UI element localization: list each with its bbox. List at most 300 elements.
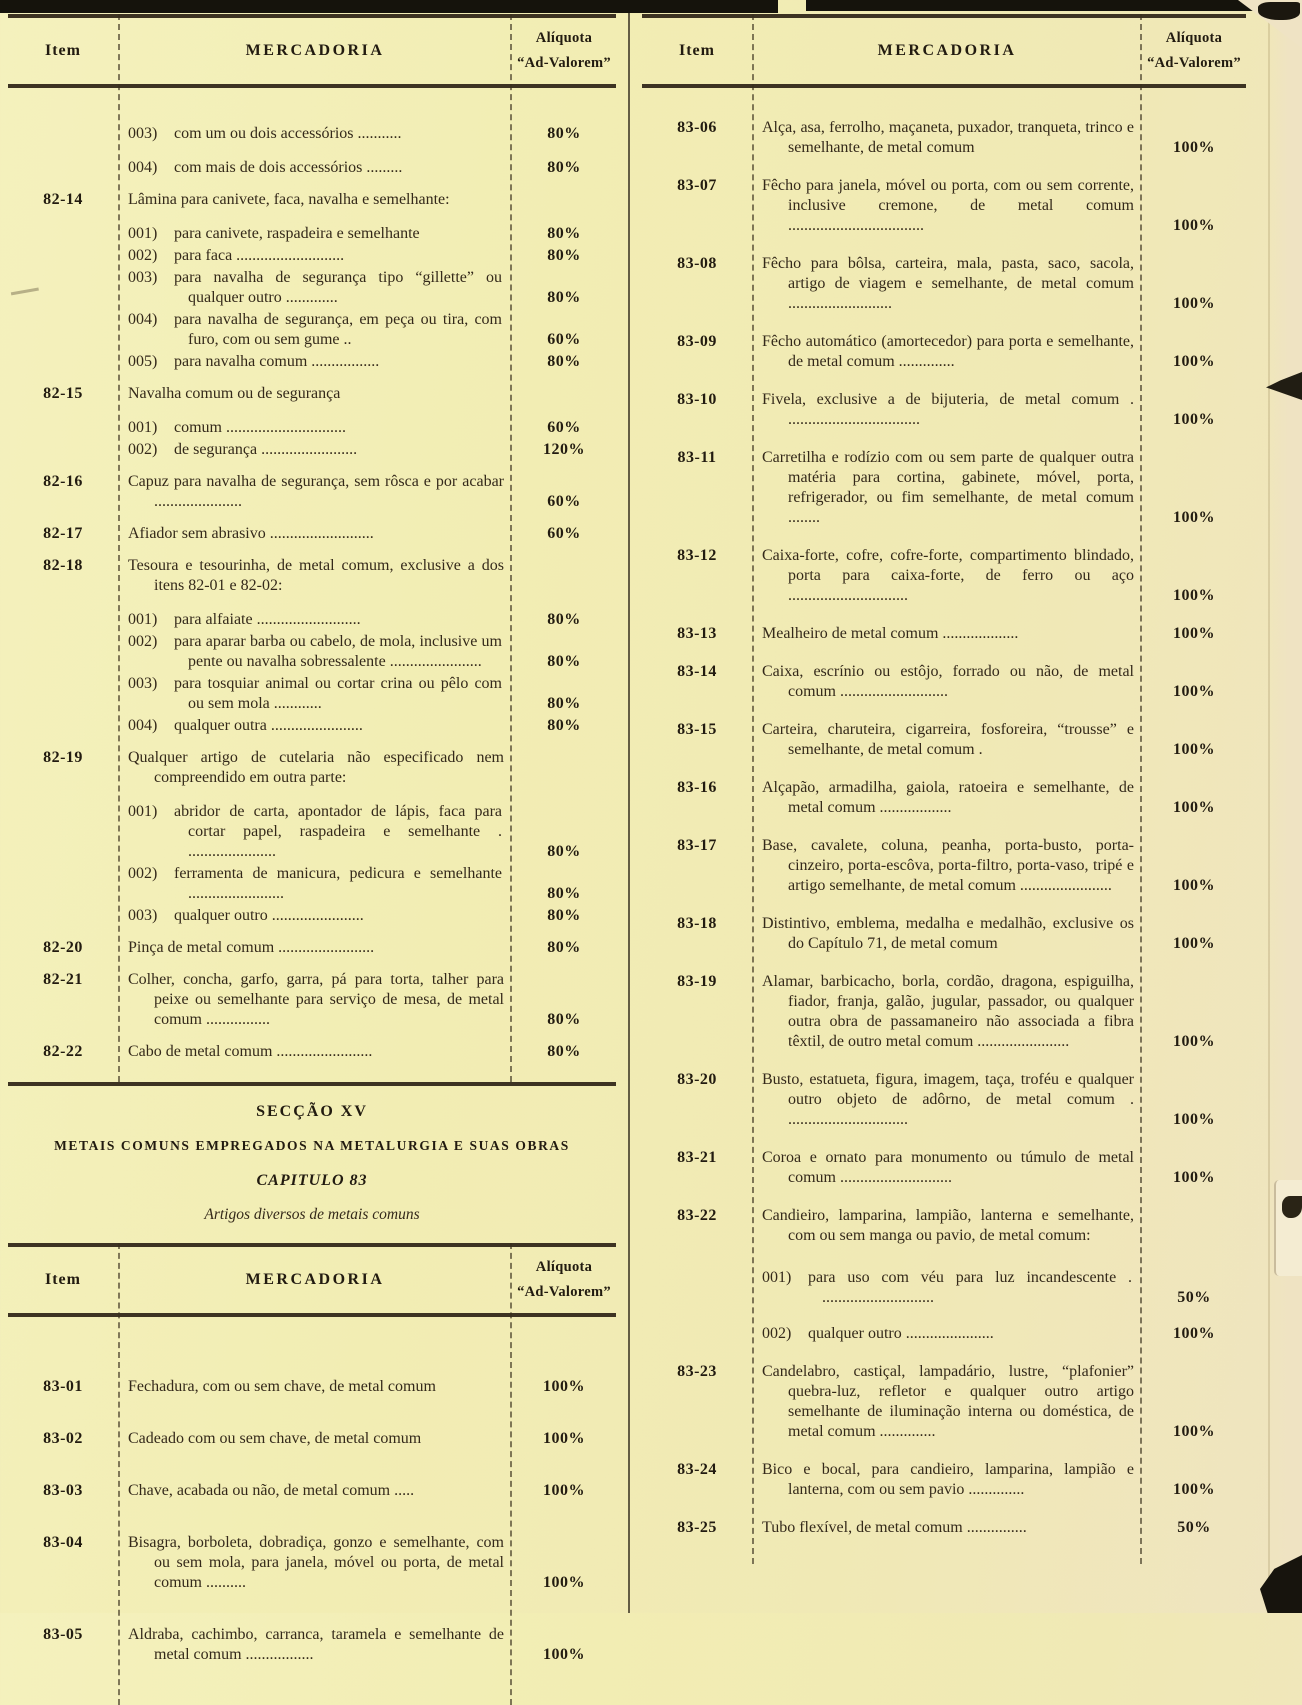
tariff-table-83-right [642,14,1246,1564]
subitem-description: de segurança ........................ [174,441,358,458]
table-subrow [8,124,616,144]
subitem-description: com mais de dois accessórios ......... [174,159,403,176]
subitem-code: 001) [762,1269,792,1286]
item-rate: 100% [1173,625,1215,642]
item-number: 83-19 [677,973,717,990]
subitem-description: para canivete, raspadeira e semelhante [174,225,420,242]
item-description-cell [118,1042,512,1062]
item-description: Afiador sem abrasivo .......................... [128,525,374,542]
item-description-cell [118,970,512,1030]
table-row [642,254,1246,314]
header-mercadoria: MERCADORIA [245,1271,385,1288]
table-row [8,158,616,178]
item-number: 82-21 [43,971,83,988]
table-body [8,1317,616,1705]
page-crease-line [1268,0,1270,1613]
subitem-code: 001) [128,803,158,820]
table-row [8,1042,616,1062]
item-number: 83-06 [677,119,717,136]
item-description: Bisagra, borboleta, dobradiça, gonzo e semelhante, com ou sem mola, para janela, móvel ou porta, de metal comum .......... [128,1534,504,1591]
item-number-spacer [8,418,118,438]
item-description-cell [752,1518,1142,1538]
item-number: 82-22 [43,1043,83,1060]
item-rate: 100% [543,1482,585,1499]
item-description: Candelabro, castiçal, lampadário, lustre, “plafonier” quebra-luz, refletor e qualquer outro artigo semelhante de iluminação interna ou doméstica, de metal comum .............. [762,1363,1134,1440]
header-aliquota [512,1255,616,1305]
item-description-cell [118,556,512,596]
item-rate: 100% [1173,353,1215,370]
table-subrow [8,716,616,736]
item-line [8,1042,616,1062]
item-description-cell [118,1377,512,1397]
table-header [8,1243,616,1317]
item-number: 83-15 [677,721,717,738]
table-subrow [8,864,616,904]
table-body [8,88,616,1082]
table-row [642,1070,1246,1130]
item-rate: 100% [1173,683,1215,700]
table-row [642,720,1246,760]
item-rate: 120% [543,441,585,458]
item-line [642,972,1246,1052]
item-description-cell [118,384,512,404]
item-description-cell [752,448,1142,528]
item-number: 83-03 [43,1482,83,1499]
item-line [8,472,616,512]
table-row [642,390,1246,430]
item-description-cell [752,1362,1142,1442]
subitem-cell [118,268,512,308]
item-rate: 50% [1177,1519,1211,1536]
table-row [8,938,616,958]
item-number-spacer [8,632,118,672]
item-number: 83-16 [677,779,717,796]
item-number: 83-01 [43,1378,83,1395]
item-number: 83-23 [677,1363,717,1380]
item-line [642,546,1246,606]
item-description: Caixa-forte, cofre, cofre-forte, compartimento blindado, porta para caixa-forte, de ferro ou aço .............................. [762,547,1134,604]
item-description: Capuz para navalha de segurança, sem rôsca e por acabar ...................... [128,473,504,510]
subitem-list [8,610,616,736]
subitem-description: qualquer outra ....................... [174,717,363,734]
item-description-cell [118,1481,512,1501]
subitem-list [8,158,616,178]
item-number: 83-24 [677,1461,717,1478]
item-line [8,1481,616,1501]
table-body [642,88,1246,1564]
item-description: Fivela, exclusive a de bijuteria, de metal comum . ................................. [762,391,1134,428]
item-number: 83-11 [677,449,717,466]
item-description-cell [752,624,1142,644]
item-rate: 100% [1173,1169,1215,1186]
scan-edge-top-left [0,0,778,13]
item-description-cell [118,1429,512,1449]
subitem-code: 001) [128,419,158,436]
center-column-rule [628,10,630,1613]
column-divider [1140,14,1142,1564]
item-line [642,624,1246,644]
item-rate: 100% [1173,1481,1215,1498]
item-description: Busto, estatueta, figura, imagem, taça, troféu e qualquer outro objeto de adôrno, de metal comum . .............................. [762,1071,1134,1128]
subitem-list [8,224,616,372]
table-subrow [8,440,616,460]
header-item: Item [45,1271,81,1288]
table-row [642,914,1246,954]
item-rate: 80% [547,125,581,142]
item-rate: 100% [1173,295,1215,312]
ink-blot-tape [1282,1196,1302,1218]
subitem-description: para navalha de segurança, em peça ou tira, com furo, com ou sem gume .. [174,311,502,348]
item-rate: 80% [547,653,581,670]
item-description-cell [752,778,1142,818]
item-number: 82-19 [43,749,83,766]
item-description: Mealheiro de metal comum ................... [762,625,1019,642]
subitem-cell [118,864,512,904]
table-subrow [8,246,616,266]
item-number: 83-10 [677,391,717,408]
item-number: 82-20 [43,939,83,956]
item-number: 83-08 [677,255,717,272]
table-header [8,14,616,88]
item-line [8,748,616,788]
subitem-cell [118,802,512,862]
item-line [642,662,1246,702]
table-subrow [8,906,616,926]
table-row [642,332,1246,372]
item-number: 83-20 [677,1071,717,1088]
item-line [8,938,616,958]
item-description-cell [118,190,512,210]
table-subrow [642,1324,1246,1344]
table-row [642,118,1246,158]
subitem-cell [118,310,512,350]
section-number: SECÇÃO XV [256,1103,368,1120]
item-rate: 60% [547,493,581,510]
item-description-cell [118,524,512,544]
subitem-code: 002) [762,1325,792,1342]
header-aliquota-line2: “Ad-Valorem” [517,55,611,71]
section-title: METAIS COMUNS EMPREGADOS NA METALURGIA E SUAS OBRAS [54,1138,570,1153]
table-row [642,448,1246,528]
table-subrow [8,418,616,438]
item-number-spacer [642,1324,752,1344]
subitem-cell [118,440,512,460]
item-line [8,556,616,596]
table-row [8,190,616,372]
subitem-cell [118,418,512,438]
item-number: 83-05 [43,1626,83,1643]
item-description: Fêcho para bôlsa, carteira, mala, pasta, saco, sacola, artigo de viagem e semelhante, de metal comum .......................... [762,255,1134,312]
table-row [642,624,1246,644]
item-rate: 80% [547,611,581,628]
item-number: 83-12 [677,547,717,564]
subitem-description: para navalha de segurança tipo “gillette” ou qualquer outro ............. [174,269,502,306]
item-description: Bico e bocal, para candieiro, lamparina, lampião e lanterna, com ou sem pavio .............. [762,1461,1134,1498]
column-divider [510,14,512,1082]
column-divider [510,1243,512,1705]
item-line [642,914,1246,954]
item-number: 83-07 [677,177,717,194]
item-number: 82-15 [43,385,83,402]
item-number-spacer [8,246,118,266]
item-line [642,390,1246,430]
item-description: Colher, concha, garfo, garra, pá para torta, talher para peixe ou semelhante para serviço de mesa, de metal comum ................ [128,971,504,1028]
item-description-cell [752,1070,1142,1130]
item-rate: 60% [547,525,581,542]
item-description: Base, cavalete, coluna, peanha, porta-busto, porta-cinzeiro, porta-escôva, porta-filtro, porta-vaso, tripé e artigo semelhante, de metal comum ....................... [762,837,1134,894]
subitem-cell [118,124,512,144]
item-description-cell [752,546,1142,606]
item-description: Caixa, escrínio ou estôjo, forrado ou não, de metal comum ........................... [762,663,1134,700]
subitem-cell [118,906,512,926]
item-number: 83-17 [677,837,717,854]
item-line [642,332,1246,372]
item-description: Chave, acabada ou não, de metal comum ..... [128,1482,415,1499]
subitem-code: 001) [128,611,158,628]
table-row [642,662,1246,702]
item-description: Tubo flexível, de metal comum ............... [762,1519,1027,1536]
item-rate: 80% [547,225,581,242]
subitem-cell [118,632,512,672]
item-rate: 100% [1173,587,1215,604]
table-subrow [642,1268,1246,1308]
item-number: 83-22 [677,1207,717,1224]
table-row [8,748,616,926]
header-aliquota-line1: Alíquota [1165,30,1223,46]
table-subrow [8,224,616,244]
item-line [8,970,616,1030]
subitem-description: para faca ........................... [174,247,345,264]
item-description-cell [752,390,1142,430]
item-description: Carteira, charuteira, cigarreira, fosforeira, “trousse” e semelhante, de metal comum . [762,721,1134,758]
item-rate: 100% [1173,139,1215,156]
table-row [8,970,616,1030]
table-subrow [8,268,616,308]
item-line [642,1362,1246,1442]
subitem-description: para alfaiate .......................... [174,611,361,628]
item-number: 82-18 [43,557,83,574]
subitem-description: ferramenta de manicura, pedicura e semelhante ........................ [174,865,502,902]
subitem-cell [118,610,512,630]
item-number-spacer [8,224,118,244]
item-description-cell [752,176,1142,236]
item-rate: 80% [547,289,581,306]
item-number-spacer [8,310,118,350]
table-row [642,778,1246,818]
subitem-description: abridor de carta, apontador de lápis, faca para cortar papel, raspadeira e semelhante . ...................... [174,803,502,860]
item-description: Candieiro, lamparina, lampião, lanterna e semelhante, com ou sem manga ou pavio, de metal comum: [762,1207,1134,1244]
subitem-cell [118,246,512,266]
item-rate: 100% [1173,799,1215,816]
item-number: 83-13 [677,625,717,642]
item-number-spacer [8,716,118,736]
item-number: 83-09 [677,333,717,350]
item-description: Qualquer artigo de cutelaria não especificado nem compreendido em outra parte: [128,749,504,786]
subitem-description: comum .............................. [174,419,346,436]
left-column [8,14,616,1663]
subitem-description: para aparar barba ou cabelo, de mola, inclusive um pente ou navalha sobressalente ....................... [174,633,502,670]
subitem-code: 005) [128,353,158,370]
item-description: Fêcho para janela, móvel ou porta, com ou sem corrente, inclusive cremone, de metal comum .................................. [762,177,1134,234]
item-description-cell [118,938,512,958]
subitem-code: 004) [128,311,158,328]
item-description: Aldraba, cachimbo, carranca, taramela e semelhante de metal comum ................. [128,1626,504,1663]
item-line [642,720,1246,760]
item-number: 82-14 [43,191,83,208]
item-description: Fechadura, com ou sem chave, de metal comum [128,1378,436,1395]
item-description-cell [752,914,1142,954]
item-description-cell [752,972,1142,1052]
header-mercadoria: MERCADORIA [245,42,385,59]
tariff-table-82 [8,14,616,1086]
header-item: Item [45,42,81,59]
subitem-cell [118,674,512,714]
subitem-list [8,124,616,144]
item-number: 82-17 [43,525,83,542]
item-rate: 60% [547,419,581,436]
subitem-code: 003) [128,907,158,924]
item-rate: 100% [1173,1033,1215,1050]
item-rate: 50% [1177,1289,1211,1306]
header-item: Item [679,42,715,59]
subitem-description: para tosquiar animal ou cortar crina ou pêlo com ou sem mola ............ [174,675,502,712]
item-line [8,524,616,544]
item-description-cell [752,118,1142,158]
table-row [642,176,1246,236]
item-line [8,1429,616,1449]
item-line [8,384,616,404]
subitem-code: 002) [128,441,158,458]
header-aliquota [1142,26,1246,76]
table-row [8,124,616,144]
subitem-description: para uso com véu para luz incandescente . ............................ [808,1269,1132,1306]
item-description: Alamar, barbicacho, borla, cordão, dragona, espiguilha, fiador, franja, galão, jugular, passador, ou qualquer outra obra de passamaneiro não associada a fibra têxtil, de outro metal comum ....................... [762,973,1134,1050]
subitem-list [642,1268,1246,1344]
item-rate: 100% [543,1574,585,1591]
table-subrow [8,310,616,350]
item-rate: 100% [1173,1111,1215,1128]
item-number: 83-04 [43,1534,83,1551]
item-line [8,190,616,210]
item-description: Cadeado com ou sem chave, de metal comum [128,1430,422,1447]
chapter-subtitle: Artigos diversos de metais comuns [204,1206,420,1223]
item-number: 83-14 [677,663,717,680]
item-description-cell [118,472,512,512]
subitem-description: para navalha comum ................. [174,353,380,370]
item-description: Distintivo, emblema, medalha e medalhão, exclusive os do Capítulo 71, de metal comum [762,915,1134,952]
subitem-cell [752,1324,1142,1344]
table-row [8,1429,616,1449]
chapter-number: CAPITULO 83 [256,1172,368,1189]
item-description-cell [118,1533,512,1593]
table-row [8,472,616,512]
item-line [642,254,1246,314]
subitem-code: 001) [128,225,158,242]
item-line [8,1625,616,1665]
item-line [642,118,1246,158]
item-description-cell [118,748,512,788]
item-rate: 100% [1173,509,1215,526]
scan-edge-top-right [806,0,1302,11]
item-number-spacer [8,906,118,926]
item-description: Alçapão, armadilha, gaiola, ratoeira e semelhante, de metal comum .................. [762,779,1134,816]
item-number-spacer [8,352,118,372]
item-description-cell [752,836,1142,896]
item-line [8,1377,616,1397]
subitem-cell [118,158,512,178]
table-row [642,1518,1246,1538]
item-line [642,1070,1246,1130]
item-rate: 100% [1173,217,1215,234]
header-aliquota-line2: “Ad-Valorem” [517,1284,611,1300]
item-number: 83-18 [677,915,717,932]
subitem-code: 003) [128,675,158,692]
item-number-spacer [8,124,118,144]
header-mercadoria: MERCADORIA [877,42,1017,59]
subitem-cell [118,224,512,244]
item-rate: 100% [1173,935,1215,952]
item-description-cell [752,662,1142,702]
item-description-cell [752,254,1142,314]
table-row [642,1148,1246,1188]
table-subrow [8,158,616,178]
subitem-description: qualquer outro ....................... [174,907,364,924]
item-description: Pinça de metal comum ........................ [128,939,375,956]
item-rate: 80% [547,695,581,712]
item-description: Coroa e ornato para monumento ou túmulo de metal comum ............................ [762,1149,1134,1186]
item-number-spacer [8,674,118,714]
item-number: 83-02 [43,1430,83,1447]
subitem-code: 002) [128,633,158,650]
table-subrow [8,802,616,862]
page-edge-strip [1268,0,1302,1613]
header-aliquota [512,26,616,76]
subitem-description: com um ou dois accessórios ........... [174,125,402,142]
item-description-cell [752,720,1142,760]
subitem-code: 004) [128,717,158,734]
item-line [642,778,1246,818]
item-description: Navalha comum ou de segurança [128,385,341,402]
table-row [642,1362,1246,1442]
item-description: Tesoura e tesourinha, de metal comum, exclusive a dos itens 82-01 e 82-02: [128,557,504,594]
item-rate: 80% [547,159,581,176]
header-aliquota-line1: Alíquota [535,30,593,46]
item-rate: 100% [1173,877,1215,894]
item-rate: 100% [1173,1423,1215,1440]
item-rate: 60% [547,331,581,348]
header-aliquota-line1: Alíquota [535,1259,593,1275]
item-number-spacer [8,864,118,904]
item-number-spacer [642,1268,752,1308]
subitem-code: 002) [128,865,158,882]
subitem-cell [118,352,512,372]
subitem-code: 003) [128,125,158,142]
subitem-description: qualquer outro ...................... [808,1325,994,1342]
item-rate: 80% [547,907,581,924]
item-number-spacer [8,440,118,460]
item-description: Cabo de metal comum ........................ [128,1043,373,1060]
table-row [8,1481,616,1501]
table-subrow [8,610,616,630]
item-rate: 100% [543,1378,585,1395]
item-rate: 80% [547,1011,581,1028]
table-row [8,384,616,460]
item-number-spacer [8,610,118,630]
subitem-code: 004) [128,159,158,176]
table-header [642,14,1246,88]
tariff-table-83-left [8,1243,616,1705]
item-rate: 80% [547,939,581,956]
